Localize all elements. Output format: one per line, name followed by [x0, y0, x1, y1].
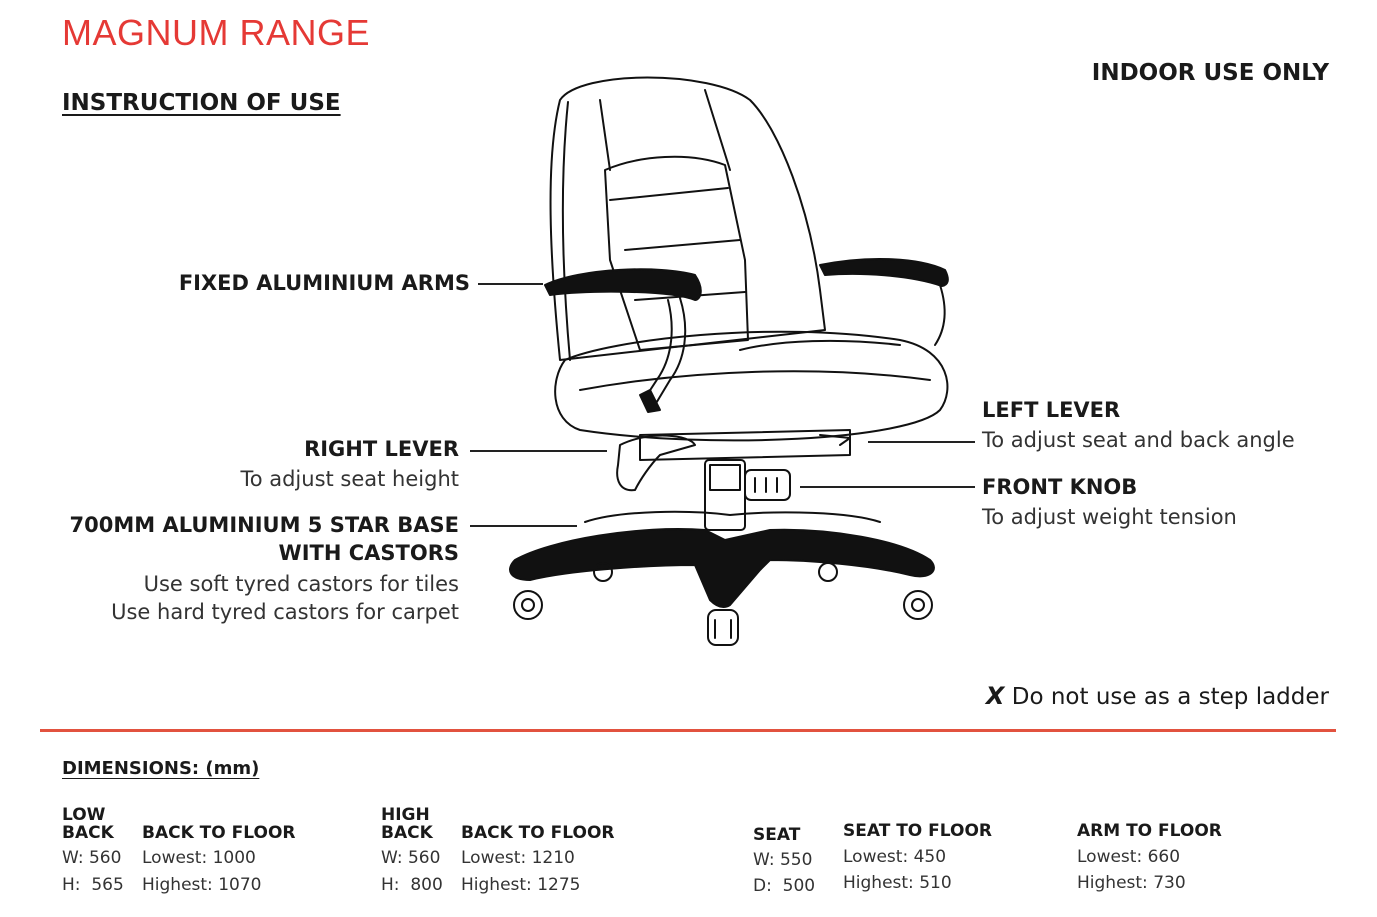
arm-floor-lowest: Lowest: 660	[1077, 847, 1181, 867]
seat-width: W: 550	[753, 850, 813, 870]
base-label-line1: 700MM ALUMINIUM 5 STAR BASE	[69, 513, 459, 537]
low-back-width: W: 560	[62, 848, 122, 868]
left-lever-leader	[868, 441, 975, 443]
front-knob-desc: To adjust weight tension	[982, 505, 1237, 529]
fixed-arms-label: FIXED ALUMINIUM ARMS	[178, 271, 470, 295]
right-lever-desc: To adjust seat height	[240, 467, 459, 491]
low-back-heading	[62, 806, 114, 842]
low-back-height: H: 565	[62, 875, 124, 895]
low-back-floor-highest: Highest: 1070	[142, 875, 262, 895]
warning-text: Do not use as a step ladder	[1011, 684, 1329, 710]
brand-title: MAGNUM RANGE	[62, 12, 371, 53]
seat-floor-title: SEAT TO FLOOR	[843, 821, 993, 841]
seat-title: SEAT	[753, 825, 801, 845]
seat-floor-highest: Highest: 510	[843, 873, 952, 893]
high-back-h2: BACK	[381, 823, 433, 843]
seat-depth: D: 500	[753, 876, 816, 896]
base-label-line2: WITH CASTORS	[278, 541, 459, 565]
base-desc-line2: Use hard tyred castors for carpet	[111, 600, 459, 624]
section-divider	[40, 729, 1336, 732]
dimensions-title: DIMENSIONS: (mm)	[62, 758, 260, 779]
front-knob-label: FRONT KNOB	[982, 475, 1138, 499]
high-back-floor-highest: Highest: 1275	[461, 875, 581, 895]
high-back-width: W: 560	[381, 848, 441, 868]
arm-floor-highest: Highest: 730	[1077, 873, 1186, 893]
front-knob-leader	[800, 486, 975, 488]
section-title: INSTRUCTION OF USE	[62, 90, 341, 116]
high-back-h1: HIGH	[381, 805, 430, 825]
high-back-heading	[381, 806, 433, 842]
left-lever-desc: To adjust seat and back angle	[982, 428, 1295, 452]
high-back-height: H: 800	[381, 875, 443, 895]
right-lever-label: RIGHT LEVER	[304, 437, 459, 461]
low-back-floor-lowest: Lowest: 1000	[142, 848, 256, 868]
base-desc-line1: Use soft tyred castors for tiles	[143, 572, 459, 596]
low-back-h2: BACK	[62, 823, 114, 843]
warning-note	[986, 682, 1329, 710]
low-back-h1: LOW	[62, 805, 106, 825]
fixed-arms-leader	[478, 283, 543, 285]
low-back-floor-title: BACK TO FLOOR	[142, 823, 296, 843]
high-back-floor-title: BACK TO FLOOR	[461, 823, 615, 843]
right-lever-leader	[470, 450, 607, 452]
seat-floor-lowest: Lowest: 450	[843, 847, 947, 867]
indoor-notice: INDOOR USE ONLY	[1091, 60, 1329, 86]
left-lever-label: LEFT LEVER	[982, 398, 1121, 422]
x-icon: X	[985, 682, 1005, 710]
arm-floor-title: ARM TO FLOOR	[1077, 821, 1222, 841]
office-chair-illustration	[490, 60, 970, 660]
base-leader	[470, 525, 577, 527]
high-back-floor-lowest: Lowest: 1210	[461, 848, 575, 868]
